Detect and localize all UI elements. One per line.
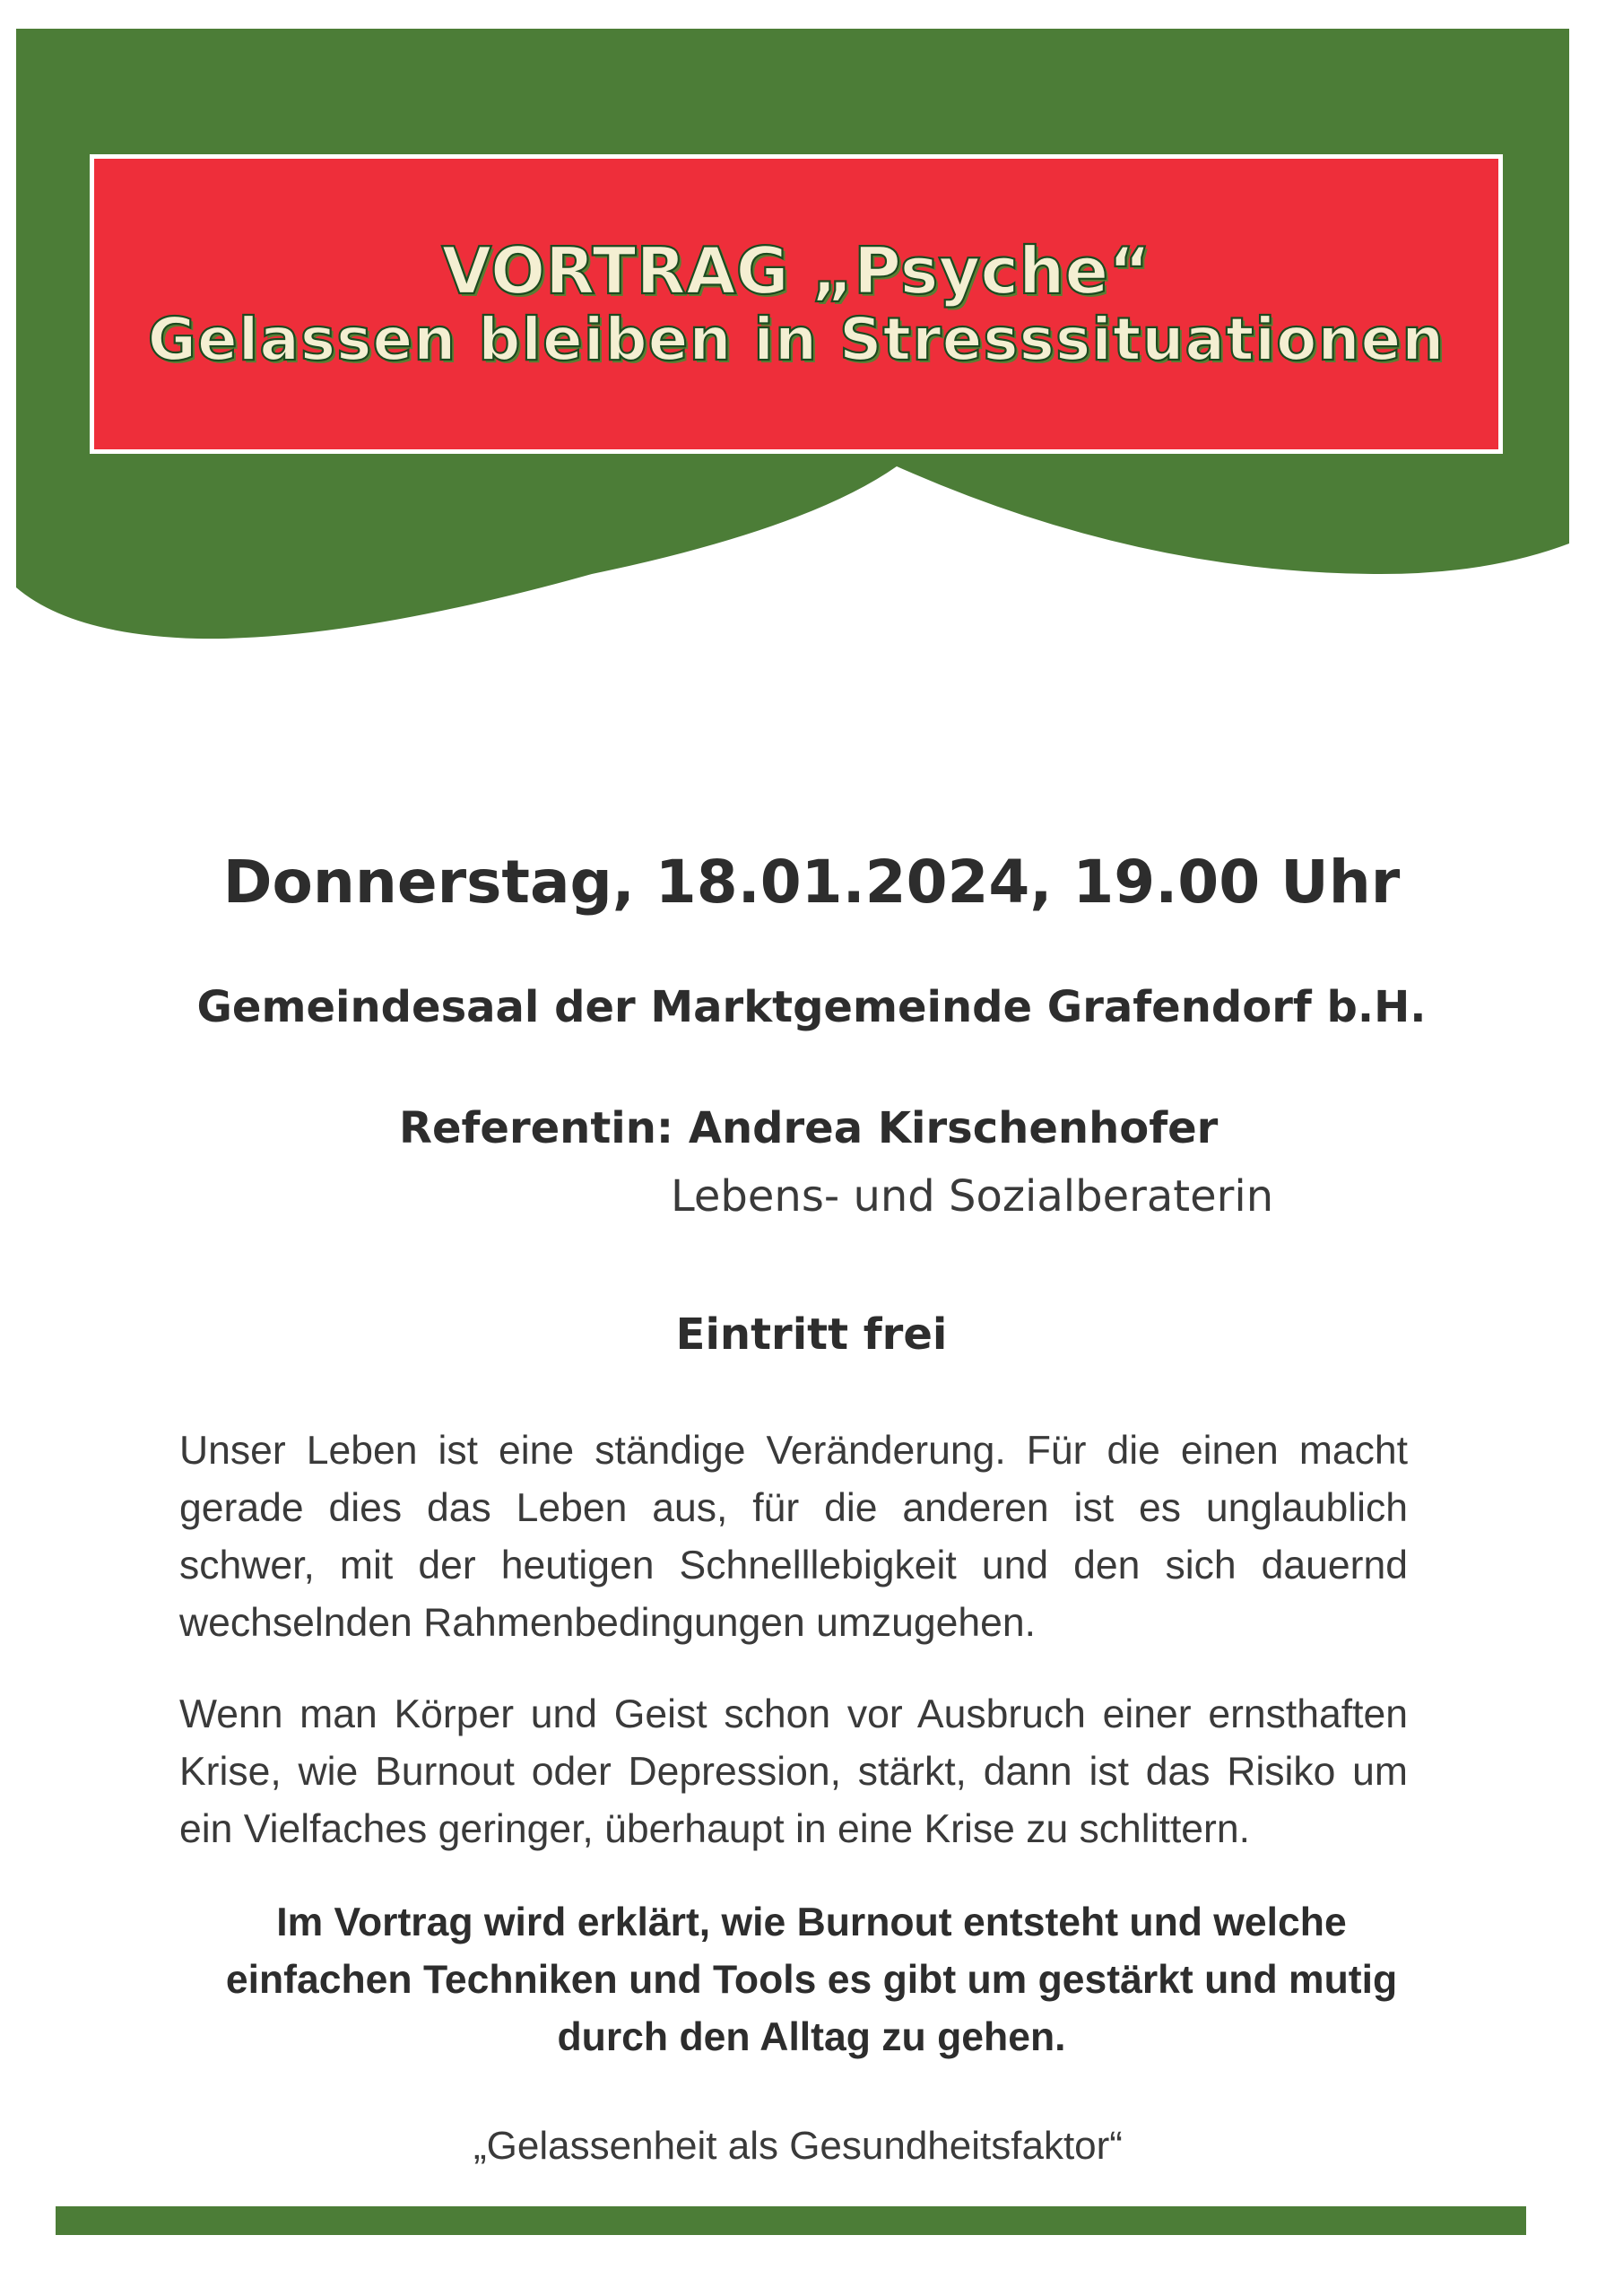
- motto: „Gelassenheit als Gesundheitsfaktor“: [473, 2124, 1123, 2168]
- highlight-paragraph: Im Vortrag wird erklärt, wie Burnout entsteht und welche einfachen Techniken und Tools es gibt um gestärkt und mutig durch den Alltag zu gehen.: [225, 1900, 1398, 2059]
- description-paragraph-2: Wenn man Körper und Geist schon vor Ausbruch einer ernsthaften Krise, wie Burnout oder Depression, stärkt, dann ist das Risiko um ein Vielfaches geringer, überhaupt in eine Krise zu schlittern.: [179, 1692, 1408, 1851]
- description-paragraph-1: Unser Leben ist eine ständige Veränderung. Für die einen macht gerade dies das Leben aus, für die anderen ist es unglaublich schwer, mit der heutigen Schnelllebigkeit und den sich dauernd wechselnden Rahmenbedingungen umzugehen.: [179, 1429, 1408, 1645]
- footer-bar: [56, 2206, 1526, 2235]
- banner-title: VORTRAG „Psyche“: [441, 232, 1151, 309]
- event-date-time: Donnerstag, 18.01.2024, 19.00 Uhr: [222, 848, 1401, 917]
- title-banner: [90, 154, 1503, 454]
- event-venue: Gemeindesaal der Marktgemeinde Grafendorf b.H.: [196, 982, 1427, 1032]
- event-speaker: Referentin: Andrea Kirschenhofer: [399, 1103, 1219, 1153]
- speaker-role: Lebens- und Sozialberaterin: [671, 1171, 1274, 1222]
- admission-info: Eintritt frei: [675, 1309, 948, 1360]
- banner-subtitle: Gelassen bleiben in Stresssituationen: [147, 305, 1445, 375]
